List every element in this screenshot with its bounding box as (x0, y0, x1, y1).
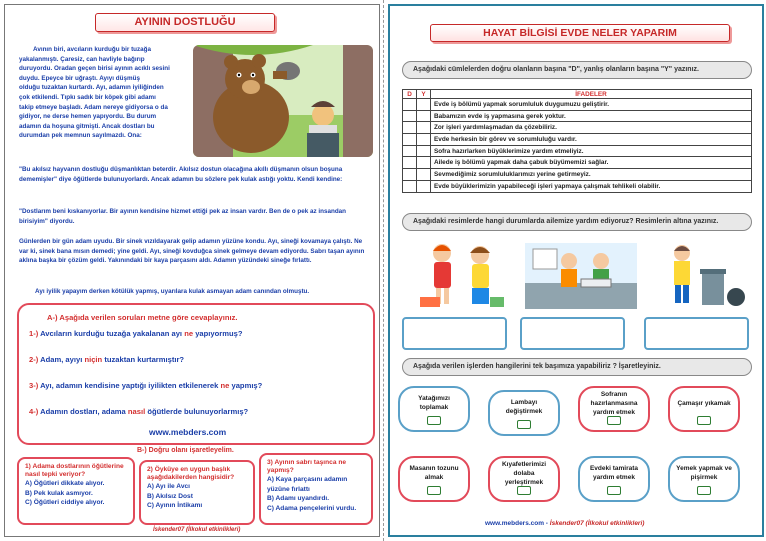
statement-1: Evde iş bölümü yapmak sorumluluk duygumuzu geliştirir. (431, 99, 752, 111)
story-paragraph-1: Avının biri, avcıların kurduğu bir tuzağa yakalanmıştı. Çaresiz, can havliyle bağırıp duruyordu. Oradan geçen birisi ayının acıklı sesini duydu. Epeyce bir uğraştı. Ayıyı düşmüş olduğu tuzaktan kurtardı. Ayı, adamın iyiliğinden çok etkilendi. Tıpkı sadık bir köpek gibi adamı takip etmeye başladı. Adam nereye gidiyorsa o da gidiyor, ne derse hemen yapıyordu. Bu durum adamın da hoşuna gitmişti. Ancak dostları bu durumdan pek memnun sayılmazdı. Ona: (19, 46, 170, 140)
task-label: Masanın tozunu almak (409, 465, 459, 481)
task-checkbox[interactable] (427, 486, 441, 495)
task-label: Yatağımızı toplamak (418, 395, 450, 411)
answer-box-2[interactable] (520, 317, 625, 350)
statement-7: Sevmediğimiz sorumluluklarımızı yerine getirmeyiz. (431, 169, 752, 181)
answer-y-cell[interactable] (417, 99, 431, 111)
task-checkbox[interactable] (427, 416, 441, 425)
answer-y-cell[interactable] (417, 134, 431, 146)
task-card[interactable] (488, 390, 560, 436)
instruction-2: Aşağıdaki resimlerde hangi durumlarda ailemize yardım ediyoruz? Resimlerin altına yazınız. (402, 213, 752, 231)
task-checkbox[interactable] (517, 486, 531, 495)
worksheet-title: HAYAT BİLGİSİ EVDE NELER YAPARIM (430, 24, 730, 42)
option-c[interactable]: C) Adama pençelerini vurdu. (267, 504, 357, 512)
task-checkbox[interactable] (517, 420, 531, 429)
question-box-3: 3) Ayının sabrı taşınca ne yapmış? A) Kaya parçasını adamın yüzüne fırlattı B) Adamı uyandırdı. C) Adama pençelerini vurdu. (259, 453, 373, 525)
task-checkbox[interactable] (607, 416, 621, 425)
task-label: Çamaşır yıkamak (677, 399, 731, 407)
answer-d-cell[interactable] (403, 157, 417, 169)
task-card[interactable] (668, 456, 740, 502)
footer-signature: İskender07 (İlkokul etkinlikleri) (549, 520, 645, 527)
task-label: Kıyafetlerimizi dolaba yerleştirmek (501, 460, 547, 486)
answer-d-cell[interactable] (403, 122, 417, 134)
question-4: 4-) Adamın dostları, adama nasıl öğütlerde bulunuyorlarmış? (29, 407, 249, 416)
section-a-box (17, 303, 375, 445)
story-title: AYININ DOSTLUĞU (95, 13, 275, 32)
statement-2: Babamızın evde iş yapmasına gerek yoktur. (431, 110, 752, 122)
true-false-table (402, 89, 752, 193)
option-a[interactable]: A) Öğütleri dikkate alıyor. (25, 480, 105, 487)
statement-3: Zor işleri yardımlaşmadan da çözebiliriz. (431, 122, 752, 134)
task-card[interactable] (668, 386, 740, 432)
page-divider (383, 0, 385, 541)
footer: www.mebders.com - İskender07 (İlkokul etkinlikleri) (485, 520, 645, 527)
kitchen-dishes-illustration (525, 239, 637, 311)
question-3: 3-) Ayı, adamın kendisine yaptığı iyilikten etkilenerek ne yapmış? (29, 381, 263, 390)
col-statements-header: İFADELER (431, 90, 752, 99)
answer-d-cell[interactable] (403, 110, 417, 122)
answer-y-cell[interactable] (417, 169, 431, 181)
worksheet-page (388, 4, 764, 537)
statement-4: Evde herkesin bir görev ve sorumluluğu vardır. (431, 134, 752, 146)
answer-d-cell[interactable] (403, 180, 417, 192)
answer-box-3[interactable] (644, 317, 749, 350)
trash-illustration (660, 239, 750, 311)
answer-y-cell[interactable] (417, 110, 431, 122)
task-label: Yemek yapmak ve pişirmek (676, 465, 732, 481)
kids-cleaning-illustration (410, 239, 510, 311)
answer-d-cell[interactable] (403, 99, 417, 111)
story-paragraph-3: "Dostlarım beni kıskanıyorlar. Bir ayının kendisine hizmet ettiği pek az insan vardır. Ben de o pek az insandan birisiyim" diyordu. (19, 208, 347, 225)
section-b-title: B-) Doğru olanı işaretleyelim. (137, 447, 234, 454)
task-checkbox[interactable] (697, 416, 711, 425)
instruction-3: Aşağıda verilen işlerden hangilerini tek başımıza yapabiliriz ? İşaretleyiniz. (402, 358, 752, 376)
answer-box-1[interactable] (402, 317, 507, 350)
statement-8: Evde büyüklerimizin yapabileceği işleri yapmaya çalışmak tehlikeli olabilir. (431, 180, 752, 192)
story-paragraph-4: Günlerden bir gün adam uyudu. Bir sinek vızıldayarak gelip adamın yüzüne kondu. Ayı, sineği kovamaya çalıştı. Ne var ki, sinek bana mısın demedi; yine geldi. Ayı, sineği kovduğca sinek gelmeye devam ediyordu. Sabrı taşan ayının aklına başka bir çözüm geldi. Yakınındaki bir kaya parçasını aldı. Adamın yüzündeki sineğe fırlattı. (19, 238, 365, 265)
answer-d-cell[interactable] (403, 145, 417, 157)
answer-y-cell[interactable] (417, 145, 431, 157)
task-card[interactable] (398, 386, 470, 432)
statement-6: Ailede iş bölümü yapmak daha çabuk büyümemizi sağlar. (431, 157, 752, 169)
task-checkbox[interactable] (607, 486, 621, 495)
task-card[interactable] (578, 386, 650, 432)
question-box-2: 2) Öyküye en uygun başlık aşağıdakilerden hangisidir? A) Ayı ile Avcı B) Akılsız Dost C) Ayının İntikamı (139, 460, 255, 525)
footer-website: www.mebders.com (485, 520, 544, 527)
task-label: Lambayı değiştirmek (505, 399, 543, 415)
col-d-header: D (403, 90, 417, 99)
section-a-title: A-) Aşağıda verilen soruları metne göre cevaplayınız. (47, 313, 238, 322)
story-paragraph-5: Ayı iyilik yapayım derken kötülük yapmış, uyarılara kulak asmayan adam canından olmuştu. (35, 288, 310, 295)
bear-illustration (193, 45, 373, 157)
option-c[interactable]: C) Öğütleri ciddiye alıyor. (25, 499, 105, 506)
task-label: Evdeki tamirata yardım etmek (589, 465, 639, 481)
instruction-1: Aşağıdaki cümlelerden doğru olanların başına "D", yanlış olanların başına "Y" yazınız. (402, 61, 752, 79)
question-2: 2-) Adam, ayıyı niçin tuzaktan kurtarmıştır? (29, 355, 185, 364)
col-y-header: Y (417, 90, 431, 99)
answer-y-cell[interactable] (417, 122, 431, 134)
option-a[interactable]: A) Kaya parçasını adamın yüzüne fırlattı (267, 476, 348, 493)
task-label: Sofranın hazırlanmasına yardım etmek (590, 390, 638, 416)
task-card[interactable] (398, 456, 470, 502)
website-label: www.mebders.com (149, 427, 227, 437)
option-b[interactable]: B) Akılsız Dost (147, 492, 193, 500)
task-card[interactable] (488, 456, 560, 502)
task-checkbox[interactable] (697, 486, 711, 495)
question-1: 1-) Avcıların kurduğu tuzağa yakalanan ayı ne yapıyormuş? (29, 329, 243, 338)
option-b[interactable]: B) Pek kulak asmıyor. (25, 489, 93, 497)
answer-d-cell[interactable] (403, 134, 417, 146)
story-paragraph-2: "Bu akılsız hayvanın dostluğu düşmanlıktan beterdir. Akılsız dostun olacağına akıllı düşmanın olsun boşuna dememişler" diye öğütlerde bulunuyorlardı. Ancak adamın bu sözlere pek kulak astığı yoktu. Kendi kendine: (19, 166, 343, 183)
statement-5: Sofra hazırlarken büyüklerimize yardım etmeliyiz. (431, 145, 752, 157)
answer-y-cell[interactable] (417, 157, 431, 169)
option-b[interactable]: B) Adamı uyandırdı. (267, 495, 330, 502)
option-a[interactable]: A) Ayı ile Avcı (147, 483, 190, 490)
option-c[interactable]: C) Ayının İntikamı (147, 502, 203, 509)
question-box-1: 1) Adama dostlarının öğütlerine nasıl tepki veriyor? A) Öğütleri dikkate alıyor. B) Pek kulak asmıyor. C) Öğütleri ciddiye alıyor. (17, 457, 135, 525)
answer-y-cell[interactable] (417, 180, 431, 192)
task-card[interactable] (578, 456, 650, 502)
story-page (4, 4, 380, 537)
answer-d-cell[interactable] (403, 169, 417, 181)
signature: İskender07 (İlkokul etkinlikleri) (153, 527, 241, 533)
